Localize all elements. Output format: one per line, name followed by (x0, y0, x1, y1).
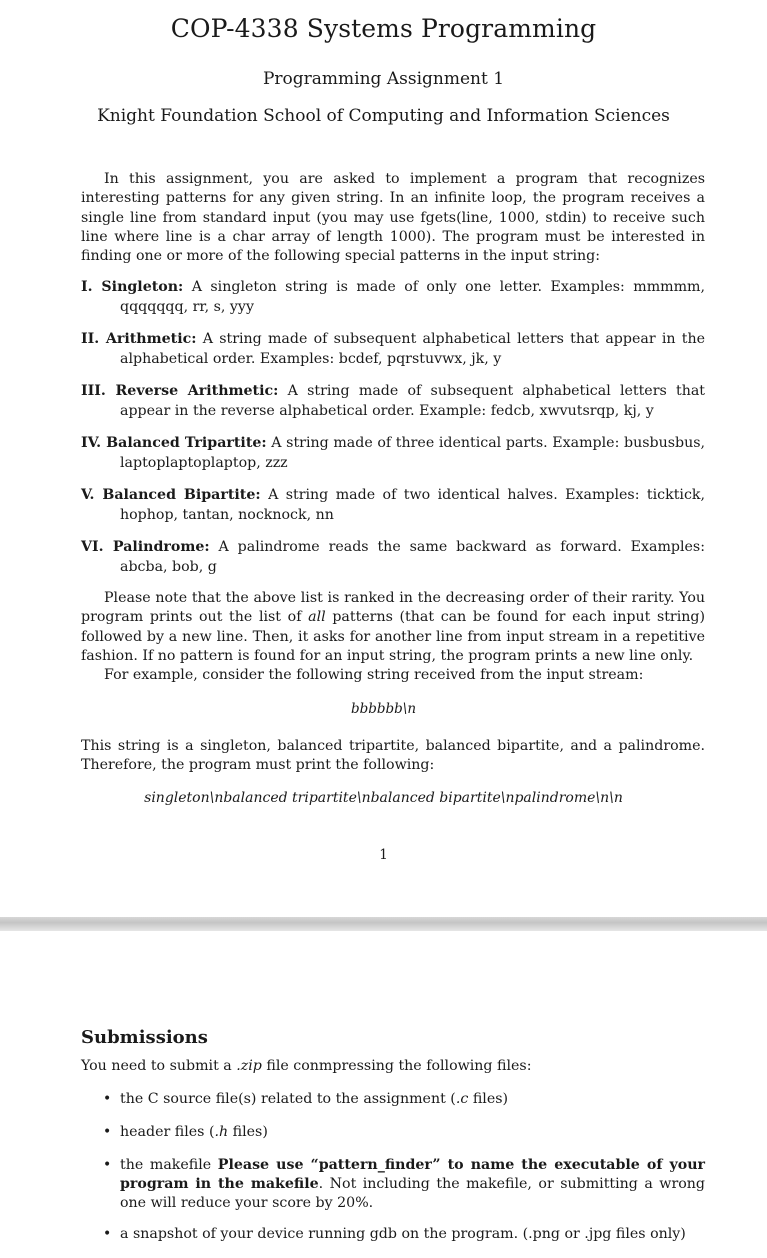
pattern-balanced-tripartite (81, 434, 705, 473)
pattern-text: A string made of three identical parts. Example: busbusbus, laptoplaptoplaptop, zzz (120, 435, 705, 471)
pattern-reverse-arithmetic (81, 382, 705, 421)
pattern-balanced-bipartite (81, 486, 705, 525)
pattern-label: II. Arithmetic: (81, 331, 197, 347)
pattern-palindrome (81, 538, 705, 577)
pattern-text: A string made of two identical halves. Examples: ticktick, hophop, tantan, nocknock, nn (120, 487, 705, 523)
note-text: Please note that the above list is ranked in the decreasing order of their rarity. You program prints out the list of (81, 590, 705, 626)
page-number: 1 (379, 847, 388, 863)
pattern-label: III. Reverse Arithmetic: (81, 383, 279, 399)
zip-emphasis: .zip (236, 1058, 262, 1074)
submissions-intro (81, 1058, 705, 1074)
list-item-makefile: • the makefile Please use “pattern_finder” to name the executable of your program in the makefile. Not including the makefile, or submitting a wrong one will reduce your score by 20%. (103, 1156, 705, 1214)
pattern-text: A string made of subsequent alphabetical letters that appear in the alphabetical order. Examples: bcdef, pqrstuvwx, jk, y (120, 331, 705, 367)
pattern-singleton (81, 278, 705, 317)
document-title: COP-4338 Systems Programming (170, 14, 597, 43)
submissions-intro-text: You need to submit a (81, 1058, 237, 1074)
example-input: bbbbbb\n (350, 701, 417, 717)
submission-list (103, 1090, 705, 1245)
list-item-c-source: • the C source file(s) related to the assignment (.c files) (103, 1090, 705, 1109)
note-paragraph (81, 589, 705, 666)
page-2 (0, 931, 767, 1258)
pattern-label: I. Singleton: (81, 279, 184, 295)
makefile-requirement: Please use “pattern_finder” to name the executable of your program in the makefile (120, 1156, 705, 1192)
submissions-intro-end: file conmpressing the following files: (261, 1058, 532, 1074)
note-emphasis: all (308, 609, 326, 626)
example-output: singleton\nbalanced tripartite\nbalanced bipartite\npalindrome\n\n (144, 790, 623, 806)
note-text-end: patterns (that can be found for each input string) followed by a new line. Then, it asks for another line from input stream in a repetitive fashion. If no pattern is found for an input string, the program prints a new line only. (81, 609, 705, 664)
list-item-header-files: • header files (.h files) (103, 1123, 705, 1142)
school-name: Knight Foundation School of Computing and Information Sciences (97, 106, 670, 126)
pattern-label: VI. Palindrome: (81, 539, 210, 555)
pattern-label: V. Balanced Bipartite: (81, 487, 261, 503)
pattern-text: A singleton string is made of only one letter. Examples: mmmmm, qqqqqqq, rr, s, yyy (120, 279, 706, 315)
pattern-label: IV. Balanced Tripartite: (81, 435, 267, 451)
assignment-subtitle: Programming Assignment 1 (262, 69, 505, 89)
pattern-arithmetic (81, 330, 705, 369)
intro-paragraph: In this assignment, you are asked to implement a program that recognizes interesting patterns for any given string. In an infinite loop, the program receives a single line from standard input (you may use fgets(line, 1000, stdin) to receive such line where line is a char array of length 1000). The program must be interested in finding one or more of the following special patterns in the input string: (81, 171, 705, 265)
list-item-snapshot: • a snapshot of your device running gdb on the program. (.png or .jpg files only) (103, 1225, 705, 1244)
submissions-heading: Submissions (81, 1027, 208, 1048)
pattern-text: A palindrome reads the same backward as forward. Examples: abcba, bob, g (120, 539, 705, 575)
pattern-text: A string made of subsequent alphabetical letters that appear in the reverse alphabetical order. Example: fedcb, xwvutsrqp, kj, y (120, 383, 706, 419)
example-explanation: This string is a singleton, balanced tripartite, balanced bipartite, and a palindrome. Therefore, the program must print the following: (81, 738, 705, 774)
example-intro: For example, consider the following string received from the input stream: (104, 667, 644, 683)
page-separator (0, 917, 767, 931)
